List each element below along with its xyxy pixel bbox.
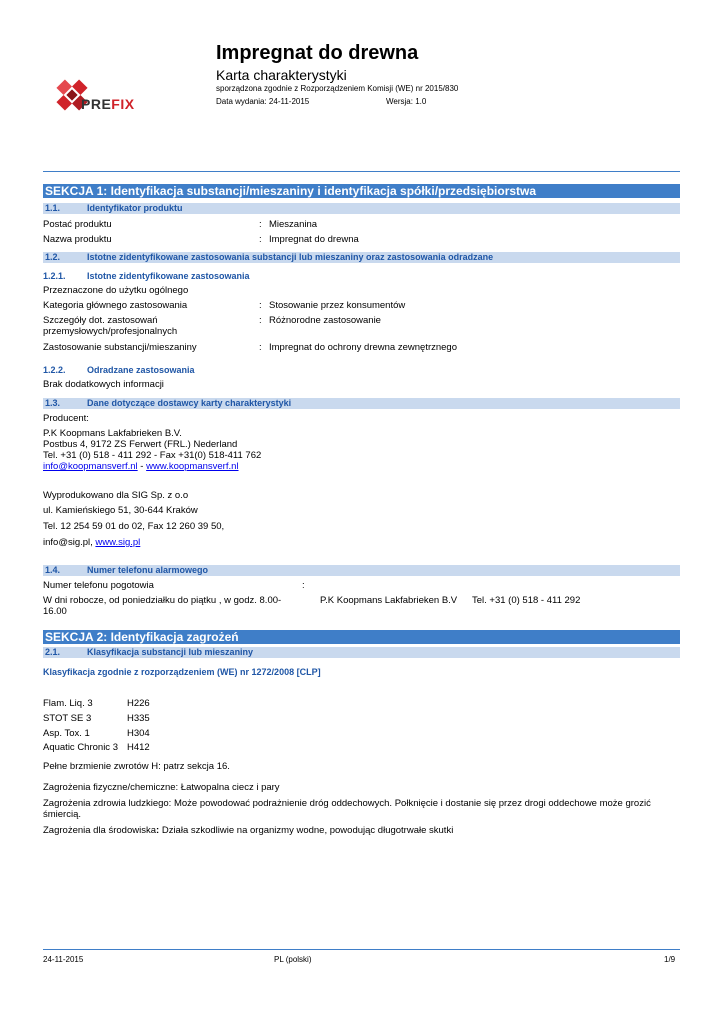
h-statements-reference: Pełne brzmienie zwrotów H: patrz sekcja 16.	[43, 761, 230, 772]
industrial-use-label-line1: Szczegóły dot. zastosowań	[43, 315, 158, 326]
subsection-label: Istotne zidentyfikowane zastosowania substancji lub mieszaniny oraz zastosowania odradzane	[87, 252, 494, 262]
subsection-number: 1.2.	[45, 252, 61, 262]
hazard-code: H226	[127, 698, 150, 709]
emergency-hours-line1: W dni robocze, od poniedziałku do piątku , w godz. 8.00-	[43, 595, 282, 606]
health-hazards-line2: śmiercią.	[43, 809, 82, 820]
subsection-1-2-1-number: 1.2.1.	[43, 271, 66, 281]
substance-use-label: Zastosowanie substancji/mieszaniny	[43, 342, 197, 353]
product-name-value: Impregnat do drewna	[269, 234, 359, 245]
hazard-code: H335	[127, 713, 150, 724]
distributor-contact-line	[43, 537, 140, 548]
subsection-1-2-2-label: Odradzane zastosowania	[87, 365, 195, 375]
subsection-label: Klasyfikacja substancji lub mieszaniny	[87, 647, 254, 657]
hazard-code: H412	[127, 742, 150, 753]
industrial-use-label-line2: przemysłowych/profesjonalnych	[43, 326, 178, 337]
subsection-1-3-header	[43, 398, 680, 409]
subsection-label: Dane dotyczące dostawcy karty charakterystyki	[87, 398, 292, 408]
issue-date: Data wydania: 24-11-2015	[216, 97, 310, 106]
no-additional-info: Brak dodatkowych informacji	[43, 379, 164, 390]
document-title: Impregnat do drewna	[216, 42, 419, 64]
section-1-header: SEKCJA 1: Identyfikacja substancji/mieszaniny i identyfikacja spółki/przedsiębiorstwa	[43, 184, 680, 198]
main-use-category-value: Stosowanie przez konsumentów	[269, 300, 406, 311]
producer-website-link[interactable]: www.koopmansverf.nl	[146, 461, 239, 472]
intended-use: Przeznaczone do użytku ogólnego	[43, 285, 189, 296]
subsection-1-1-header	[43, 203, 680, 214]
document-subtitle: Karta charakterystyki	[216, 67, 347, 83]
producer-contact-line	[43, 461, 239, 472]
industrial-use-value: Różnorodne zastosowanie	[269, 315, 381, 326]
distributor-email: info@sig.pl,	[43, 537, 96, 548]
subsection-number: 1.4.	[45, 565, 61, 575]
distributor-address: ul. Kamieńskiego 51, 30-644 Kraków	[43, 505, 198, 516]
subsection-number: 2.1.	[45, 647, 61, 657]
contact-separator: -	[137, 461, 147, 472]
product-form-label: Postać produktu	[43, 219, 112, 230]
clp-classification-heading: Klasyfikacja zgodnie z rozporządzeniem (WE) nr 1272/2008 [CLP]	[43, 667, 321, 677]
subsection-label: Numer telefonu alarmowego	[87, 565, 209, 575]
emergency-hours-line2: 16.00	[43, 606, 67, 617]
hazard-class: Asp. Tox. 1	[43, 728, 90, 739]
colon-separator: :	[259, 300, 262, 311]
subsection-1-4-header	[43, 565, 680, 576]
regulation-note: sporządzona zgodnie z Rozporządzeniem Komisji (WE) nr 2015/830	[216, 84, 459, 93]
colon-separator: :	[302, 580, 305, 591]
subsection-2-1-header	[43, 647, 680, 658]
subsection-label: Identyfikator produktu	[87, 203, 183, 213]
bold-colon: :	[156, 825, 160, 836]
producer-name: P.K Koopmans Lakfabrieken B.V.	[43, 428, 182, 439]
footer-date: 24-11-2015	[43, 955, 84, 964]
header-divider	[43, 171, 680, 172]
logo-wordmark: PREFIX	[81, 96, 135, 112]
colon-separator: :	[259, 342, 262, 353]
subsection-1-2-2-number: 1.2.2.	[43, 365, 66, 375]
producer-email-link[interactable]: info@koopmansverf.nl	[43, 461, 138, 472]
colon-separator: :	[259, 234, 262, 245]
emergency-phone-number: Tel. +31 (0) 518 - 411 292	[472, 595, 581, 606]
environmental-hazards-text: Działa szkodliwie na organizmy wodne, powodując długotrwałe skutki	[159, 825, 454, 836]
section-2-header: SEKCJA 2: Identyfikacja zagrożeń	[43, 630, 680, 644]
main-use-category-label: Kategoria głównego zastosowania	[43, 300, 188, 311]
footer-language: PL (polski)	[274, 955, 312, 964]
emergency-organisation: P.K Koopmans Lakfabrieken B.V	[320, 595, 458, 606]
version-label: Wersja: 1.0	[386, 97, 427, 106]
subsection-1-2-1-label: Istotne zidentyfikowane zastosowania	[87, 271, 250, 281]
hazard-class: Aquatic Chronic 3	[43, 742, 118, 753]
producer-address: Postbus 4, 9172 ZS Ferwert (FRL.) Nederland	[43, 439, 238, 450]
product-name-label: Nazwa produktu	[43, 234, 112, 245]
producer-phone: Tel. +31 (0) 518 - 411 292 - Fax +31(0) 518-411 762	[43, 450, 262, 461]
product-form-value: Mieszanina	[269, 219, 318, 230]
subsection-number: 1.3.	[45, 398, 61, 408]
hazard-class: STOT SE 3	[43, 713, 92, 724]
health-hazards-line1: Zagrożenia zdrowia ludzkiego: Może powodować podrażnienie dróg oddechowych. Połknięcie i dostanie się przez drogi oddechowe może grozić	[43, 798, 651, 809]
environmental-hazards-label: Zagrożenia dla środowiska	[43, 825, 157, 836]
substance-use-value: Impregnat do ochrony drewna zewnętrznego	[269, 342, 458, 353]
environmental-hazards	[43, 825, 453, 836]
made-for: Wyprodukowano dla SIG Sp. z o.o	[43, 490, 189, 501]
footer-divider	[43, 949, 680, 950]
subsection-number: 1.1.	[45, 203, 61, 213]
distributor-website-link[interactable]: www.sig.pl	[95, 537, 141, 548]
company-logo	[55, 78, 155, 114]
producer-label: Producent:	[43, 413, 89, 424]
colon-separator: :	[259, 219, 262, 230]
physical-hazards: Zagrożenia fizyczne/chemiczne: Łatwopalna ciecz i pary	[43, 782, 280, 793]
colon-separator: :	[259, 315, 262, 326]
subsection-1-2-header	[43, 252, 680, 263]
distributor-phone: Tel. 12 254 59 01 do 02, Fax 12 260 39 50,	[43, 521, 225, 532]
hazard-code: H304	[127, 728, 150, 739]
footer-page-number: 1/9	[664, 955, 676, 964]
emergency-phone-label: Numer telefonu pogotowia	[43, 580, 154, 591]
hazard-class: Flam. Liq. 3	[43, 698, 93, 709]
